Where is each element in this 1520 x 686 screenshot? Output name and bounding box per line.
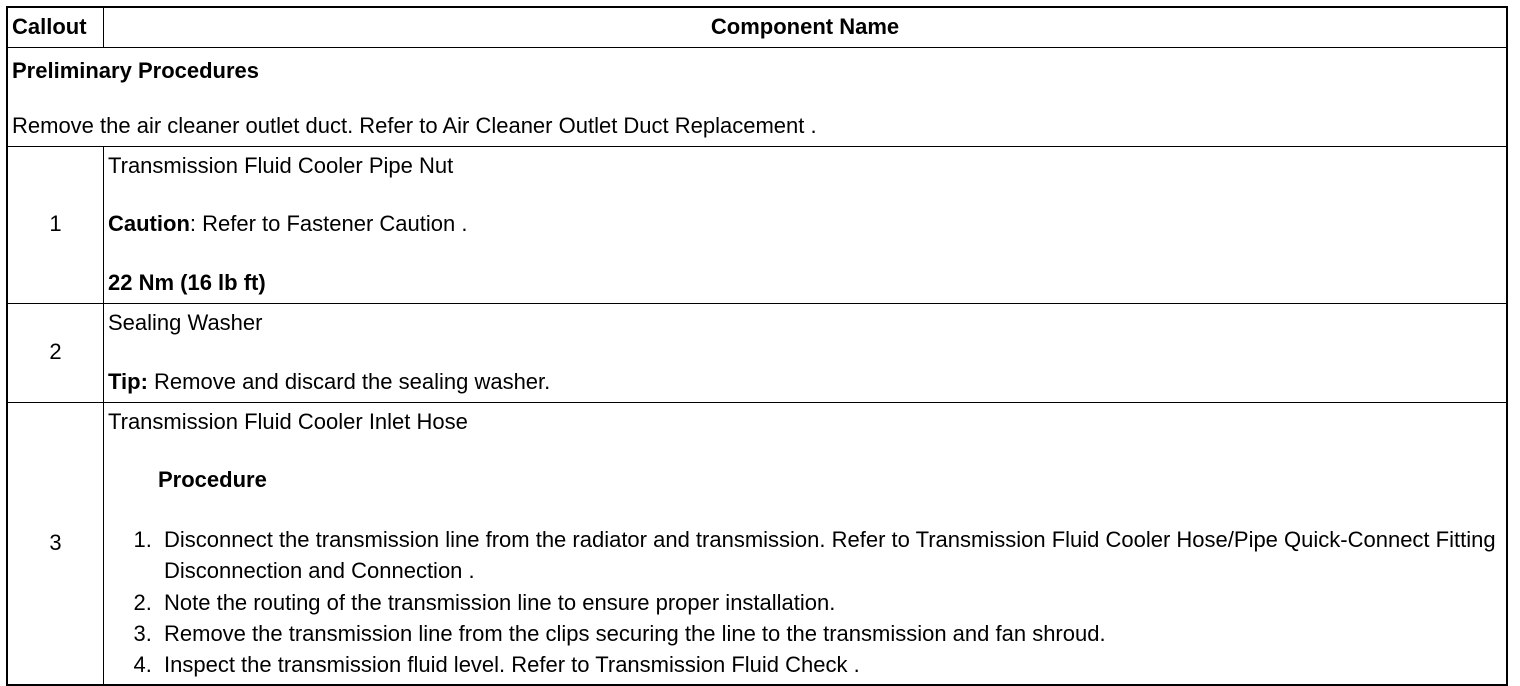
component-name: Sealing Washer: [108, 309, 263, 335]
procedure-step: 1. Disconnect the transmission line from the radiator and transmission. Refer to Transmission Fluid Cooler Hose/Pipe Quick-Connect Fitting Disconnection and Connection .: [158, 524, 1502, 586]
table-row: [7, 402, 1507, 685]
callout-number: 1: [7, 146, 104, 303]
component-name-header: Component Name: [104, 7, 1508, 48]
preliminary-cell: [7, 48, 1507, 147]
table-row: [7, 303, 1507, 402]
component-cell: [104, 303, 1508, 402]
preliminary-row: [7, 48, 1507, 147]
torque-spec: 22 Nm (16 lb ft): [108, 270, 266, 296]
tip-note: [108, 367, 1502, 398]
procedure-title: Procedure: [158, 467, 267, 493]
callout-number: 3: [7, 402, 104, 685]
caution-note: [108, 209, 1502, 240]
procedure-step: 4. Inspect the transmission fluid level. Refer to Transmission Fluid Check .: [158, 649, 1502, 680]
caution-label: Caution: [108, 211, 190, 237]
table-row: [7, 146, 1507, 303]
header-row: [7, 7, 1507, 48]
tip-label: Tip:: [108, 368, 148, 394]
procedure-step: 2. Note the routing of the transmission line to ensure proper installation.: [158, 587, 1502, 618]
component-cell: [104, 146, 1508, 303]
preliminary-title: Preliminary Procedures: [12, 58, 260, 83]
procedure-steps: [108, 524, 1502, 680]
component-table: [6, 6, 1508, 686]
tip-text: Remove and discard the sealing washer.: [147, 368, 551, 394]
callout-header: Callout: [7, 7, 104, 48]
component-cell: [104, 402, 1508, 685]
preliminary-text: Remove the air cleaner outlet duct. Refer to Air Cleaner Outlet Duct Replacement .: [12, 112, 817, 138]
component-name: Transmission Fluid Cooler Pipe Nut: [108, 152, 454, 178]
component-name: Transmission Fluid Cooler Inlet Hose: [108, 408, 468, 434]
caution-text: : Refer to Fastener Caution .: [189, 211, 468, 237]
procedure-step: 3. Remove the transmission line from the clips securing the line to the transmission and fan shroud.: [158, 618, 1502, 649]
callout-number: 2: [7, 303, 104, 402]
